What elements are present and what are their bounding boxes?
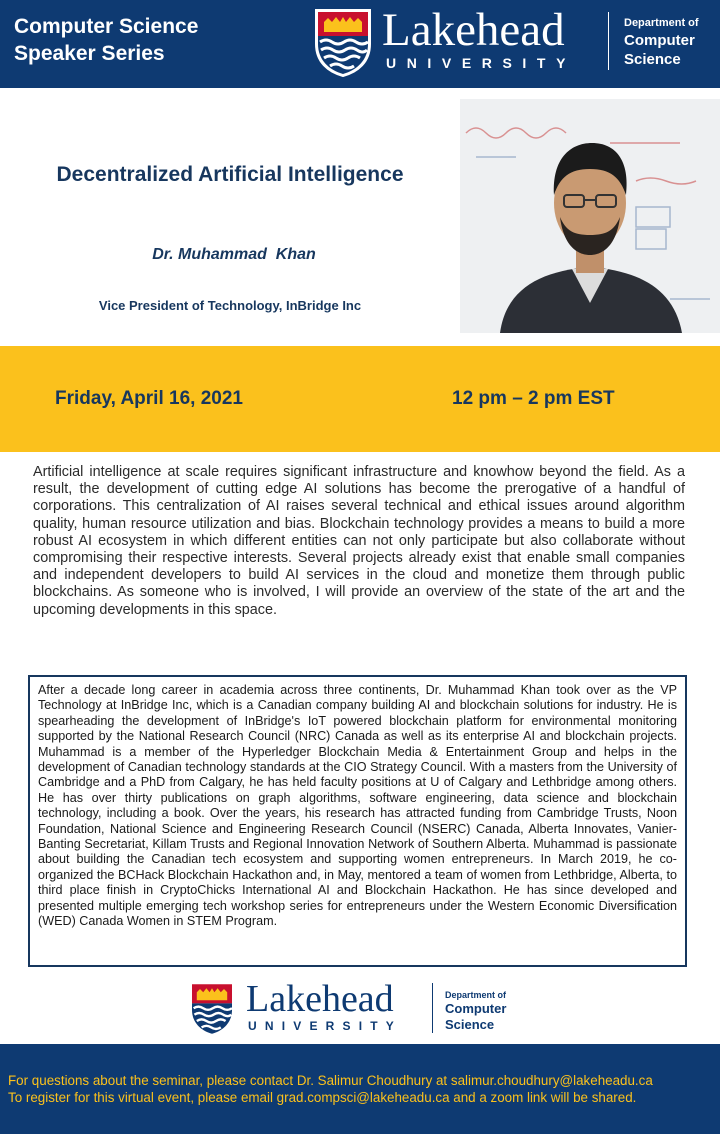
logo-wordmark: Lakehead (246, 978, 394, 1020)
contact-line: For questions about the seminar, please contact Dr. Salimur Choudhury at salimur.choudhury@lakeheadu.ca (8, 1073, 653, 1088)
event-date: Friday, April 16, 2021 (55, 388, 243, 409)
speaker-role: Vice President of Technology, InBridge Inc (98, 298, 362, 313)
lakehead-crest-icon (314, 8, 372, 78)
department-line3: Science (624, 51, 681, 68)
department-line1: Department of (624, 17, 699, 29)
logo-divider (608, 12, 609, 70)
logo-department (624, 16, 699, 69)
logo-university: UNIVERSITY (248, 1019, 403, 1033)
talk-title: Decentralized Artificial Intelligence (56, 163, 404, 186)
lakehead-logo-header (314, 4, 714, 78)
department-line3: Science (445, 1017, 495, 1032)
speaker-bio-box (28, 675, 687, 967)
series-title-line2: Speaker Series (14, 42, 165, 65)
lakehead-logo-footer (188, 978, 520, 1037)
speaker-bio: After a decade long career in academia across three continents, Dr. Muhammad Khan took over as the VP Technology at InBridge Inc, which is a Canadian company building AI and blockchain solutions for industry. He is spearheading the development of InBridge's IoT powered blockchain platform for environmental monitoring supported by the National Research Council (NRC) Canada as well as its enterprise AI and blockchain projects. Muhammad is a member of the Hyperledger Blockchain Media & Entertainment Group and helps in the development of Canadian technology standards at the CIO Strategy Council. With a masters from the University of Cambridge and a PhD from Calgary, he has held faculty positions at U of Calgary and Lethbridge among others. He has over thirty publications on graph algorithms, software engineering, data science and blockchain technology, including a book. Over the years, his research has attracted funding from Cambridge Trusts, Noon Foundation, National Science and Engineering Research Council (NSERC) Canada, Alberta Innovates, Vanier-Banting Secretariat, Killam Trusts and Regional Innovation Network of Southern Alberta. Muhammad is passionate about building the Canadian tech ecosystem and supporting women entrepreneurs. In March 2019, he co-organized the BCHack Blockchain Hackathon and, in May, mentored a team of women from Lethbridge, Alberta, to third place finish in CryptoChicks International AI and Blockchain Hackathon. He has since developed and presented multiple emerging tech workshop series for entrepreneurs under the Western Economic Diversification (WED) Canada Women in STEM Program. (38, 683, 677, 929)
logo-divider (432, 983, 433, 1033)
speaker-photo (460, 99, 720, 333)
department-line2: Computer (445, 1001, 507, 1016)
register-line: To register for this virtual event, please email grad.compsci@lakeheadu.ca and a zoom link will be shared. (8, 1089, 637, 1105)
series-title (14, 13, 198, 67)
logo-wordmark: Lakehead (382, 4, 565, 56)
footer-contact (8, 1073, 720, 1106)
logo-department (445, 989, 506, 1033)
speaker-portrait-icon (460, 99, 720, 333)
department-line2: Computer (624, 32, 695, 49)
talk-abstract: Artificial intelligence at scale requires significant infrastructure and knowhow beyond the field. As a result, the development of cutting edge AI solutions has become the prerogative of a handful of corporations. This centralization of AI raises several technical and ethical issues around algorithm quality, human resource utilization and bias. Blockchain technology provides a means to build a more robust AI ecosystem in which different entities can not only participate but also collaborate without compromising their respective interests. Several projects already exist that enable small companies and independent developers to build AI services in the cloud and monetize them through public blockchains. As someone who is involved, I will provide an overview of the state of the art and the upcoming developments in this space. (33, 464, 685, 618)
department-line1: Department of (445, 990, 507, 1000)
lakehead-crest-icon (188, 981, 236, 1037)
event-time: 12 pm – 2 pm EST (452, 388, 615, 409)
speaker-name: Dr. Muhammad Khan (152, 246, 316, 263)
series-title-line1: Computer Science (14, 15, 199, 38)
logo-university: UNIVERSITY (386, 55, 577, 71)
